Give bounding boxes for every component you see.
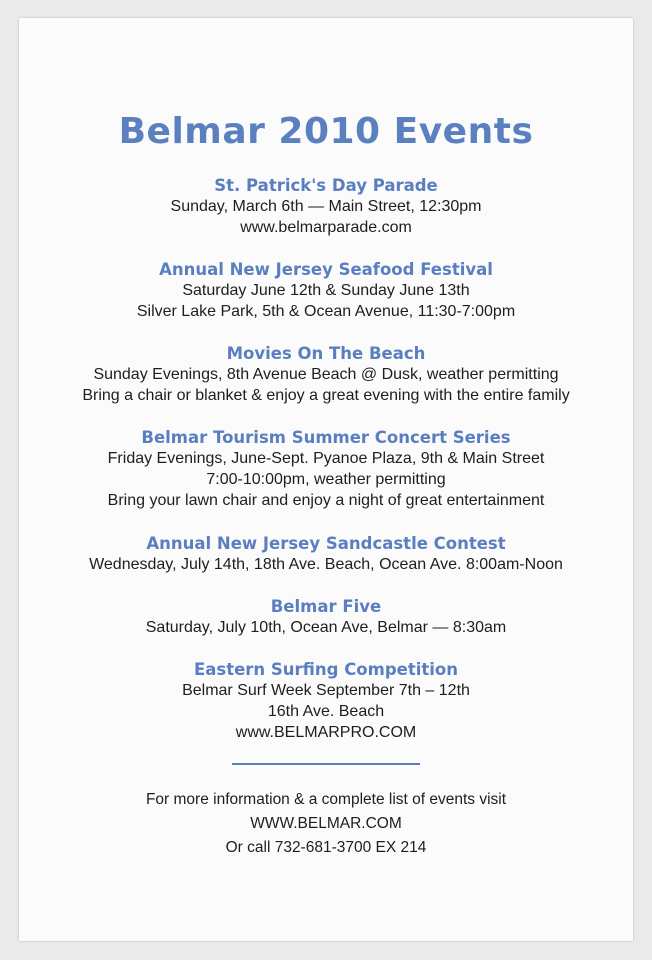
event-detail: 7:00-10:00pm, weather permitting	[206, 471, 446, 488]
event-website: www.belmarparade.com	[240, 219, 412, 236]
event-detail: Sunday Evenings, 8th Avenue Beach @ Dusk, weather permitting	[93, 366, 559, 383]
event-title: Movies On The Beach	[226, 344, 426, 363]
event-title: Belmar Tourism Summer Concert Series	[141, 428, 511, 447]
event-detail: Bring a chair or blanket & enjoy a great evening with the entire family	[82, 387, 570, 404]
event-st-patricks-parade	[0, 175, 652, 238]
event-title: Annual New Jersey Sandcastle Contest	[146, 534, 506, 553]
event-detail: 16th Ave. Beach	[267, 703, 385, 720]
event-belmar-five	[0, 596, 652, 638]
event-website: www.BELMARPRO.COM	[235, 724, 417, 741]
footer	[0, 788, 652, 860]
event-detail: Silver Lake Park, 5th & Ocean Avenue, 11:30-7:00pm	[136, 303, 516, 320]
event-detail: Wednesday, July 14th, 18th Ave. Beach, Ocean Ave. 8:00am-Noon	[89, 556, 563, 573]
event-title: Belmar Five	[270, 597, 382, 616]
event-detail: Saturday June 12th & Sunday June 13th	[182, 282, 470, 299]
event-detail: Friday Evenings, June-Sept. Pyanoe Plaza, 9th & Main Street	[107, 450, 545, 467]
event-title: Eastern Surfing Competition	[193, 660, 459, 679]
event-detail: Saturday, July 10th, Ocean Ave, Belmar — 8:30am	[145, 619, 507, 636]
footer-website: WWW.BELMAR.COM	[250, 815, 402, 832]
footer-info: For more information & a complete list of events visit	[145, 791, 507, 808]
event-seafood-festival	[0, 259, 652, 322]
event-sandcastle-contest	[0, 533, 652, 575]
event-movies-on-beach	[0, 343, 652, 406]
event-title: St. Patrick's Day Parade	[214, 176, 438, 195]
section-divider	[232, 763, 420, 765]
event-detail: Sunday, March 6th — Main Street, 12:30pm	[170, 198, 482, 215]
page-title: Belmar 2010 Events	[118, 111, 534, 152]
event-detail: Belmar Surf Week September 7th – 12th	[182, 682, 470, 699]
event-detail: Bring your lawn chair and enjoy a night of great entertainment	[107, 492, 545, 509]
footer-phone: Or call 732-681-3700 EX 214	[225, 839, 427, 856]
event-summer-concert-series	[0, 427, 652, 511]
event-title: Annual New Jersey Seafood Festival	[159, 260, 493, 279]
event-surfing-competition	[0, 659, 652, 743]
